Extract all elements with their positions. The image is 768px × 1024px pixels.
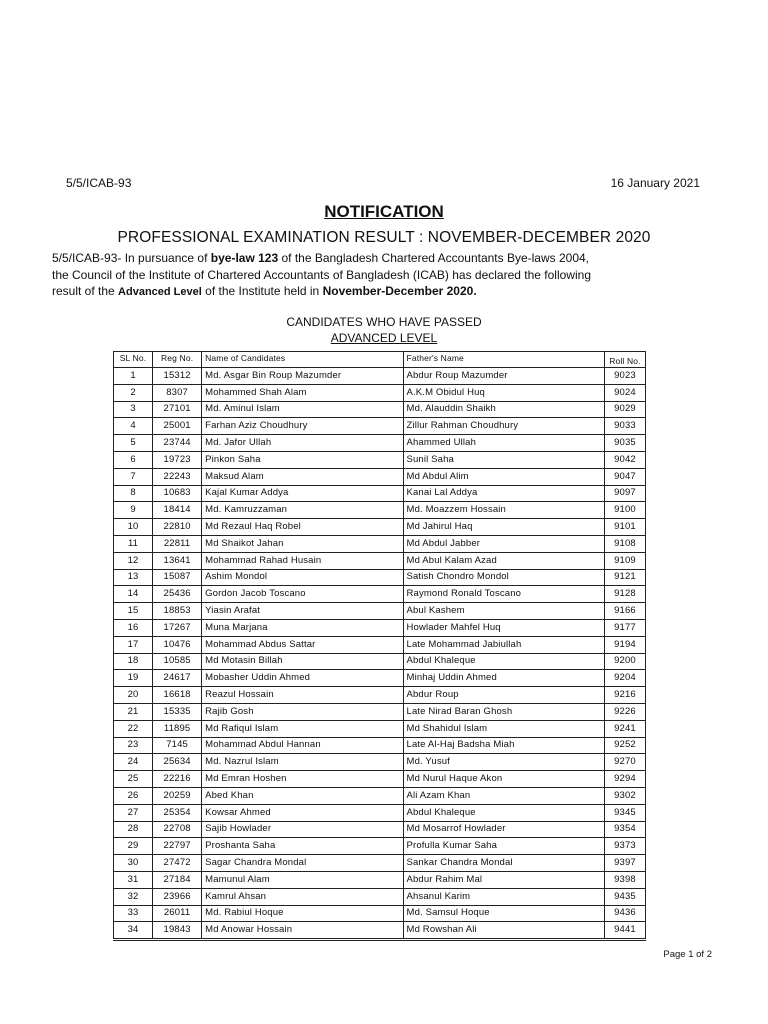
cell-sl: 12 (114, 552, 153, 569)
cell-name: Proshanta Saha (202, 838, 403, 855)
table-row (114, 569, 646, 586)
cell-name: Mamunul Alam (202, 871, 403, 888)
cell-reg: 10585 (153, 653, 202, 670)
cell-sl: 28 (114, 821, 153, 838)
cell-reg: 15335 (153, 703, 202, 720)
cell-name: Md Motasin Billah (202, 653, 403, 670)
cell-roll: 9252 (604, 737, 645, 754)
cell-reg: 10683 (153, 485, 202, 502)
cell-reg: 11895 (153, 720, 202, 737)
cell-reg: 27101 (153, 401, 202, 418)
cell-name: Reazul Hossain (202, 687, 403, 704)
cell-name: Farhan Aziz Choudhury (202, 418, 403, 435)
cell-reg: 23744 (153, 435, 202, 452)
results-table-body (114, 368, 646, 939)
intro-text-3: result of the (52, 284, 119, 298)
col-reg: Reg No. (153, 352, 202, 368)
cell-father: Sankar Chandra Mondal (403, 855, 604, 872)
cell-reg: 27184 (153, 871, 202, 888)
cell-roll: 9128 (604, 586, 645, 603)
cell-roll: 9398 (604, 871, 645, 888)
cell-sl: 10 (114, 519, 153, 536)
table-row (114, 888, 646, 905)
cell-father: Abul Kashem (403, 603, 604, 620)
cell-roll: 9097 (604, 485, 645, 502)
table-row (114, 552, 646, 569)
cell-name: Md Shaikot Jahan (202, 535, 403, 552)
cell-roll: 9100 (604, 502, 645, 519)
table-row (114, 384, 646, 401)
cell-father: Ali Azam Khan (403, 787, 604, 804)
cell-sl: 27 (114, 804, 153, 821)
table-row (114, 821, 646, 838)
cell-name: Sajib Howlader (202, 821, 403, 838)
table-row (114, 636, 646, 653)
intro-level: Advanced Level (118, 286, 202, 298)
cell-name: Muna Marjana (202, 619, 403, 636)
cell-reg: 15312 (153, 368, 202, 385)
table-row (114, 603, 646, 620)
cell-reg: 24617 (153, 670, 202, 687)
cell-reg: 22810 (153, 519, 202, 536)
cell-roll: 9270 (604, 754, 645, 771)
table-header-row (114, 352, 646, 368)
cell-name: Mohammed Shah Alam (202, 384, 403, 401)
cell-reg: 7145 (153, 737, 202, 754)
cell-father: Md Mosarrof Howlader (403, 821, 604, 838)
cell-father: Md Abdul Jabber (403, 535, 604, 552)
cell-reg: 10476 (153, 636, 202, 653)
cell-name: Md. Nazrul Islam (202, 754, 403, 771)
cell-sl: 18 (114, 653, 153, 670)
cell-father: Abdur Rahim Mal (403, 871, 604, 888)
table-row (114, 687, 646, 704)
cell-name: Kowsar Ahmed (202, 804, 403, 821)
table-row (114, 502, 646, 519)
table-row (114, 737, 646, 754)
cell-roll: 9441 (604, 922, 645, 939)
table-row (114, 519, 646, 536)
table-row (114, 787, 646, 804)
cell-sl: 4 (114, 418, 153, 435)
cell-roll: 9042 (604, 451, 645, 468)
cell-reg: 19843 (153, 922, 202, 939)
cell-sl: 9 (114, 502, 153, 519)
cell-father: Zillur Rahman Choudhury (403, 418, 604, 435)
cell-name: Md. Jafor Ullah (202, 435, 403, 452)
cell-sl: 21 (114, 703, 153, 720)
cell-sl: 26 (114, 787, 153, 804)
cell-father: Profulla Kumar Saha (403, 838, 604, 855)
cell-father: Abdul Khaleque (403, 804, 604, 821)
results-table (113, 351, 646, 939)
cell-father: Md Nurul Haque Akon (403, 771, 604, 788)
cell-name: Mohammad Abdus Sattar (202, 636, 403, 653)
cell-name: Yiasin Arafat (202, 603, 403, 620)
intro-bylaw: bye-law 123 (210, 251, 279, 265)
page-number: Page 1 of 2 (663, 949, 712, 960)
cell-reg: 15087 (153, 569, 202, 586)
cell-roll: 9302 (604, 787, 645, 804)
table-row (114, 871, 646, 888)
cell-reg: 22243 (153, 468, 202, 485)
footer-divider (113, 940, 646, 941)
cell-roll: 9108 (604, 535, 645, 552)
cell-father: Md. Samsul Hoque (403, 905, 604, 922)
table-row (114, 586, 646, 603)
cell-name: Ashim Mondol (202, 569, 403, 586)
cell-roll: 9194 (604, 636, 645, 653)
cell-name: Md Rafiqul Islam (202, 720, 403, 737)
cell-reg: 20259 (153, 787, 202, 804)
table-row (114, 485, 646, 502)
table-row (114, 838, 646, 855)
cell-name: Maksud Alam (202, 468, 403, 485)
cell-father: A.K.M Obidul Huq (403, 384, 604, 401)
table-row (114, 922, 646, 939)
cell-reg: 8307 (153, 384, 202, 401)
cell-sl: 5 (114, 435, 153, 452)
col-name: Name of Candidates (202, 352, 403, 368)
cell-roll: 9226 (604, 703, 645, 720)
cell-name: Md. Rabiul Hoque (202, 905, 403, 922)
cell-name: Kajal Kumar Addya (202, 485, 403, 502)
table-row (114, 905, 646, 922)
cell-reg: 13641 (153, 552, 202, 569)
cell-sl: 7 (114, 468, 153, 485)
cell-reg: 17267 (153, 619, 202, 636)
cell-roll: 9345 (604, 804, 645, 821)
intro-text-1: 5/5/ICAB-93- In pursuance of (52, 251, 211, 265)
cell-roll: 9101 (604, 519, 645, 536)
cell-roll: 9029 (604, 401, 645, 418)
cell-sl: 14 (114, 586, 153, 603)
cell-father: Md. Yusuf (403, 754, 604, 771)
intro-line-2: the Council of the Institute of Chartered Accountants of Bangladesh (ICAB) has declared the following (52, 267, 591, 282)
cell-roll: 9121 (604, 569, 645, 586)
cell-roll: 9177 (604, 619, 645, 636)
cell-reg: 22797 (153, 838, 202, 855)
cell-roll: 9436 (604, 905, 645, 922)
cell-name: Rajib Gosh (202, 703, 403, 720)
cell-reg: 19723 (153, 451, 202, 468)
cell-sl: 15 (114, 603, 153, 620)
cell-name: Md. Aminul Islam (202, 401, 403, 418)
cell-sl: 20 (114, 687, 153, 704)
cell-sl: 24 (114, 754, 153, 771)
page-subtitle: PROFESSIONAL EXAMINATION RESULT : NOVEMBER-DECEMBER 2020 (117, 229, 651, 246)
table-row (114, 804, 646, 821)
intro-text-4: of the Institute held in (205, 284, 323, 298)
cell-father: Abdul Khaleque (403, 653, 604, 670)
cell-sl: 22 (114, 720, 153, 737)
cell-father: Kanai Lal Addya (403, 485, 604, 502)
cell-sl: 1 (114, 368, 153, 385)
cell-sl: 16 (114, 619, 153, 636)
table-row (114, 771, 646, 788)
table-row (114, 754, 646, 771)
cell-sl: 23 (114, 737, 153, 754)
cell-reg: 18853 (153, 603, 202, 620)
cell-sl: 33 (114, 905, 153, 922)
cell-roll: 9397 (604, 855, 645, 872)
cell-roll: 9373 (604, 838, 645, 855)
table-row (114, 653, 646, 670)
cell-sl: 17 (114, 636, 153, 653)
cell-name: Mohammad Abdul Hannan (202, 737, 403, 754)
cell-reg: 25436 (153, 586, 202, 603)
cell-father: Ahsanul Karim (403, 888, 604, 905)
intro-session: November-December 2020. (322, 284, 477, 298)
table-row (114, 401, 646, 418)
cell-roll: 9109 (604, 552, 645, 569)
cell-father: Md. Alauddin Shaikh (403, 401, 604, 418)
col-father: Father's Name (403, 352, 604, 368)
cell-roll: 9354 (604, 821, 645, 838)
cell-name: Md Anowar Hossain (202, 922, 403, 939)
table-row (114, 670, 646, 687)
cell-father: Raymond Ronald Toscano (403, 586, 604, 603)
cell-roll: 9294 (604, 771, 645, 788)
cell-name: Kamrul Ahsan (202, 888, 403, 905)
cell-sl: 29 (114, 838, 153, 855)
cell-roll: 9033 (604, 418, 645, 435)
cell-name: Md. Asgar Bin Roup Mazumder (202, 368, 403, 385)
cell-roll: 9200 (604, 653, 645, 670)
cell-roll: 9035 (604, 435, 645, 452)
cell-reg: 23966 (153, 888, 202, 905)
table-row (114, 535, 646, 552)
cell-sl: 3 (114, 401, 153, 418)
cell-roll: 9023 (604, 368, 645, 385)
cell-reg: 22216 (153, 771, 202, 788)
intro-text-2: of the Bangladesh Chartered Accountants Bye-laws 2004, (278, 251, 590, 265)
cell-reg: 25354 (153, 804, 202, 821)
cell-father: Late Al-Haj Badsha Miah (403, 737, 604, 754)
cell-reg: 16618 (153, 687, 202, 704)
cell-name: Md. Kamruzzaman (202, 502, 403, 519)
table-row (114, 468, 646, 485)
cell-sl: 25 (114, 771, 153, 788)
cell-father: Late Mohammad Jabiullah (403, 636, 604, 653)
cell-sl: 34 (114, 922, 153, 939)
cell-father: Satish Chondro Mondol (403, 569, 604, 586)
table-row (114, 619, 646, 636)
cell-father: Howlader Mahfel Huq (403, 619, 604, 636)
cell-roll: 9435 (604, 888, 645, 905)
cell-sl: 13 (114, 569, 153, 586)
cell-father: Sunil Saha (403, 451, 604, 468)
cell-father: Late Nirad Baran Ghosh (403, 703, 604, 720)
cell-sl: 2 (114, 384, 153, 401)
section-level: ADVANCED LEVEL (330, 331, 438, 345)
cell-name: Mohammad Rahad Husain (202, 552, 403, 569)
cell-sl: 11 (114, 535, 153, 552)
cell-sl: 32 (114, 888, 153, 905)
cell-name: Pinkon Saha (202, 451, 403, 468)
table-row (114, 368, 646, 385)
cell-father: Md Abdul Alim (403, 468, 604, 485)
notice-date: 16 January 2021 (610, 176, 700, 190)
cell-reg: 18414 (153, 502, 202, 519)
intro-paragraph (52, 250, 722, 301)
cell-name: Md Rezaul Haq Robel (202, 519, 403, 536)
cell-father: Abdur Roup Mazumder (403, 368, 604, 385)
cell-roll: 9204 (604, 670, 645, 687)
cell-name: Sagar Chandra Mondal (202, 855, 403, 872)
cell-father: Minhaj Uddin Ahmed (403, 670, 604, 687)
cell-roll: 9216 (604, 687, 645, 704)
cell-sl: 19 (114, 670, 153, 687)
cell-roll: 9166 (604, 603, 645, 620)
table-row (114, 720, 646, 737)
cell-father: Md Abul Kalam Azad (403, 552, 604, 569)
col-sl: SL No. (114, 352, 153, 368)
cell-father: Md Rowshan Ali (403, 922, 604, 939)
cell-sl: 8 (114, 485, 153, 502)
cell-roll: 9241 (604, 720, 645, 737)
cell-roll: 9047 (604, 468, 645, 485)
table-row (114, 703, 646, 720)
cell-reg: 26011 (153, 905, 202, 922)
cell-sl: 6 (114, 451, 153, 468)
cell-father: Abdur Roup (403, 687, 604, 704)
cell-father: Ahammed Ullah (403, 435, 604, 452)
cell-reg: 25634 (153, 754, 202, 771)
cell-reg: 27472 (153, 855, 202, 872)
cell-reg: 22708 (153, 821, 202, 838)
cell-name: Md Emran Hoshen (202, 771, 403, 788)
cell-sl: 31 (114, 871, 153, 888)
cell-name: Mobasher Uddin Ahmed (202, 670, 403, 687)
table-row (114, 855, 646, 872)
cell-sl: 30 (114, 855, 153, 872)
cell-father: Md. Moazzem Hossain (403, 502, 604, 519)
col-roll: Roll No. (604, 352, 645, 368)
reference-number: 5/5/ICAB-93 (66, 176, 132, 190)
cell-name: Gordon Jacob Toscano (202, 586, 403, 603)
cell-name: Abed Khan (202, 787, 403, 804)
cell-reg: 22811 (153, 535, 202, 552)
table-row (114, 451, 646, 468)
section-heading: CANDIDATES WHO HAVE PASSED (286, 315, 482, 329)
table-row (114, 418, 646, 435)
cell-father: Md Jahirul Haq (403, 519, 604, 536)
page-title: NOTIFICATION (324, 202, 444, 221)
cell-father: Md Shahidul Islam (403, 720, 604, 737)
table-row (114, 435, 646, 452)
cell-roll: 9024 (604, 384, 645, 401)
cell-reg: 25001 (153, 418, 202, 435)
